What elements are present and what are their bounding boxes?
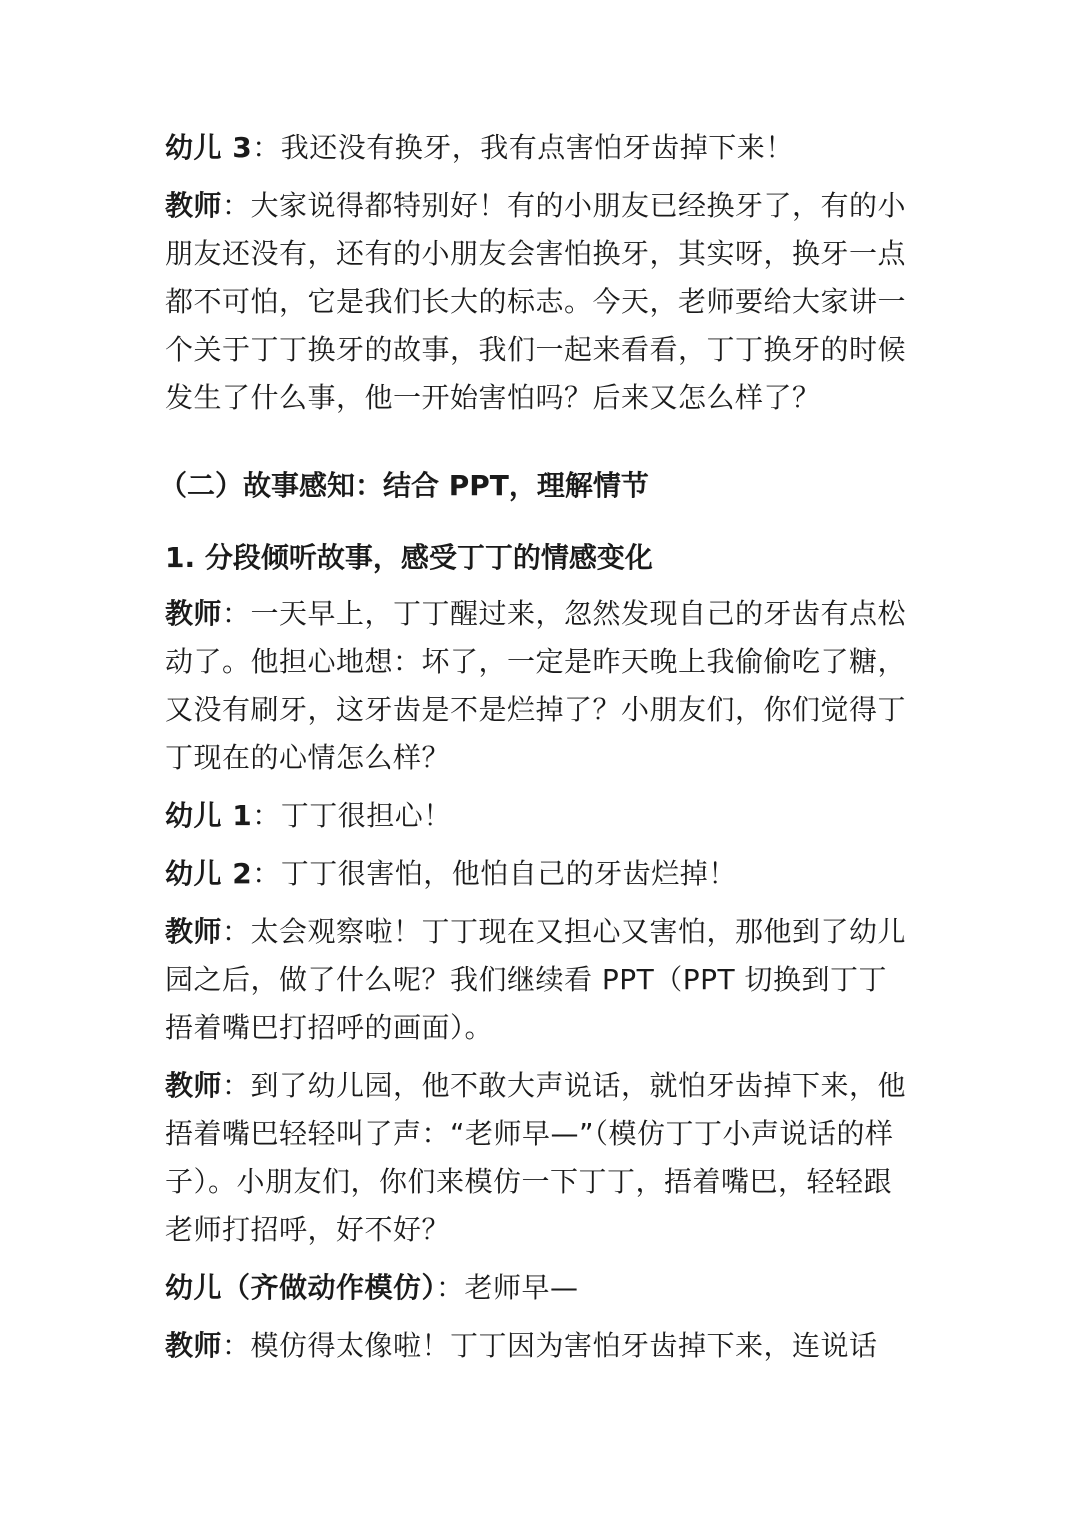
speaker-separator: ： [222,1069,251,1102]
speaker-label: 幼儿 2 [165,857,253,890]
dialogue-paragraph [165,850,910,898]
speaker-separator: ： [222,1329,251,1362]
dialogue-paragraph [165,182,910,422]
dialogue-text: 到了幼儿园，他不敢大声说话，就怕牙齿掉下来，他捂着嘴巴轻轻叫了声：“老师早—”（模仿丁丁小声说话的样子）。小朋友们，你们来模仿一下丁丁，捂着嘴巴，轻轻跟老师打招呼，好不好？ [165,1069,907,1246]
sub-heading: 1. 分段倾听故事，感受丁丁的情感变化 [165,541,653,574]
dialogue-paragraph [165,124,910,172]
speaker-label: 幼儿（齐做动作模仿） [165,1271,437,1304]
speaker-label: 教师 [165,915,223,948]
dialogue-text: 模仿得太像啦！丁丁因为害怕牙齿掉下来，连说话 [250,1329,878,1362]
speaker-separator: ： [436,1271,465,1304]
dialogue-paragraph [165,908,910,1052]
speaker-label: 教师 [165,1329,223,1362]
dialogue-paragraph [165,792,910,840]
dialogue-text: 丁丁很担心！ [280,799,452,832]
section-heading: （二）故事感知：结合 PPT，理解情节 [159,469,649,502]
dialogue-text: 丁丁很害怕，他怕自己的牙齿烂掉！ [280,857,737,890]
speaker-separator: ： [252,131,281,164]
dialogue-paragraph [165,1322,910,1370]
speaker-separator: ： [252,799,281,832]
speaker-separator: ： [222,189,251,222]
dialogue-text: 我还没有换牙，我有点害怕牙齿掉下来！ [280,131,794,164]
dialogue-text: 老师早— [464,1271,579,1304]
speaker-label: 教师 [165,1069,223,1102]
speaker-label: 幼儿 1 [165,799,253,832]
speaker-label: 幼儿 3 [165,131,253,164]
dialogue-paragraph [165,1062,910,1254]
dialogue-paragraph [165,590,910,782]
speaker-label: 教师 [165,597,223,630]
speaker-separator: ： [222,597,251,630]
dialogue-paragraph [165,1264,910,1312]
document-body [159,124,910,1380]
speaker-label: 教师 [165,189,223,222]
speaker-separator: ： [252,857,281,890]
speaker-separator: ： [222,915,251,948]
dialogue-text: 一天早上，丁丁醒过来，忽然发现自己的牙齿有点松动了。他担心地想：坏了，一定是昨天晚上我偷偷吃了糖，又没有刷牙，这牙齿是不是烂掉了？小朋友们，你们觉得丁丁现在的心情怎么样？ [165,597,907,774]
dialogue-text: 大家说得都特别好！有的小朋友已经换牙了，有的小朋友还没有，还有的小朋友会害怕换牙，其实呀，换牙一点都不可怕，它是我们长大的标志。今天，老师要给大家讲一个关于丁丁换牙的故事，我们一起来看看，丁丁换牙的时候发生了什么事，他一开始害怕吗？后来又怎么样了？ [165,189,907,414]
dialogue-text: 太会观察啦！丁丁现在又担心又害怕，那他到了幼儿园之后，做了什么呢？我们继续看 PPT（PPT 切换到丁丁捂着嘴巴打招呼的画面）。 [165,915,907,1044]
